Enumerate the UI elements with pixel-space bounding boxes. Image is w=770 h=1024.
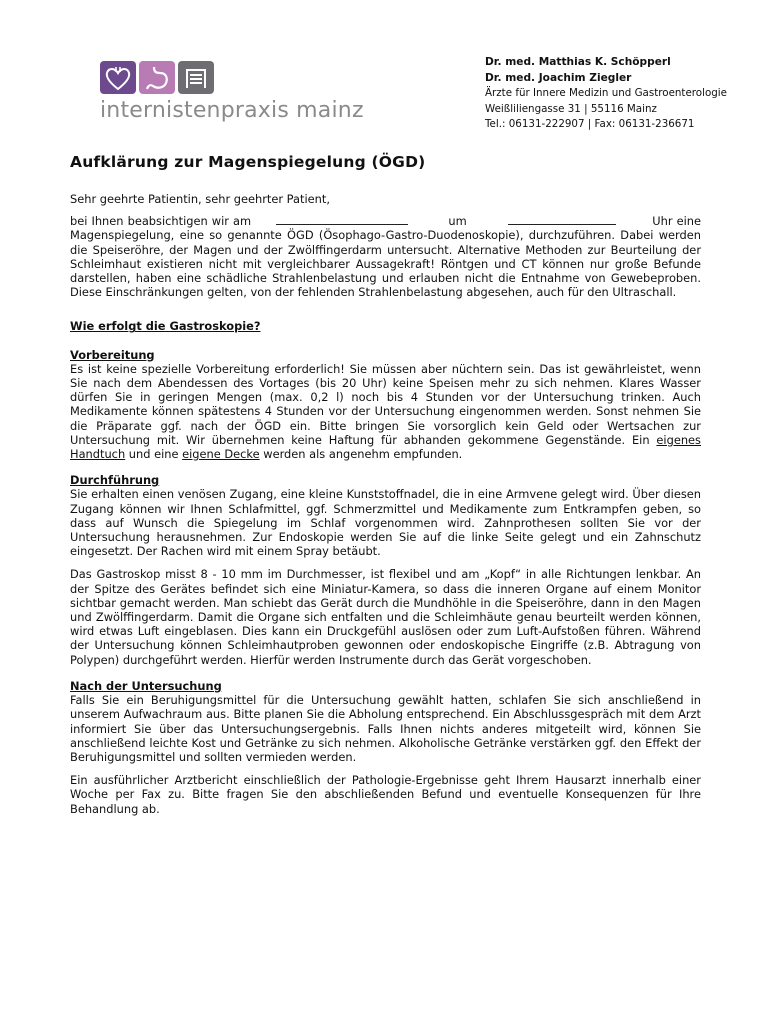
contact-numbers: Tel.: 06131-222907 | Fax: 06131-236671 xyxy=(485,118,695,130)
main-heading: Wie erfolgt die Gastroskopie? xyxy=(70,319,261,334)
specialty: Ärzte für Innere Medizin und Gastroenterologie xyxy=(485,87,727,99)
document-body xyxy=(70,152,701,816)
blanket-link: eigene Decke xyxy=(182,447,260,462)
exec-paragraph-1: Sie erhalten einen venösen Zugang, eine kleine Kunststoffnadel, die in eine Armvene gelegt wird. Über diesen Zugang können wir Ihnen Schlafmittel, ggf. Schmerzmittel und Medikamente zum Entkrampfen geben, so dass auf Wunsch die Spiegelung im Schlaf vorgenommen wird. Zahnprothesen sollten Sie vor der Untersuchung herausnehmen. Zur Endoskopie werden Sie auf die linke Seite gelegt und ein Zahnschutz eingesetzt. Der Rachen wird mit einem Spray betäubt. xyxy=(70,487,701,559)
address-block xyxy=(485,55,727,133)
towel-link: eigenes Handtuch xyxy=(70,432,701,462)
prep-text-a: Es ist keine spezielle Vorbereitung erforderlich! Sie müssen aber nüchtern sein. Das ist gewährleistet, wenn Sie nach dem Abendessen des Vortages (bis 20 Uhr) keine Speisen mehr zu sich nehmen. Klares Wasser dürfen Sie in geringen Mengen (max. 0,2 l) noch bis 4 Stunden vor der Untersuchung trinken. Auch Medikamente können spätestens 4 Stunden vor der Untersuchung eingenommen werden. Sonst nehmen Sie die Präparate ggf. nach der ÖGD ein. Bitte bringen Sie vorsorglich kein Geld oder Wertsachen zur Untersuchung mit. Wir übernehmen keine Haftung für abhanden gekommene Gegenstände. Ein xyxy=(70,361,701,447)
heart-icon xyxy=(100,61,136,94)
after-paragraph-1: Falls Sie ein Beruhigungsmittel für die Untersuchung gewählt hatten, schlafen Sie sich anschließend in unserem Aufwachraum aus. Bitte planen Sie die Abholung entsprechend. Ein Abschlussgespräch mit dem Arzt informiert Sie über das Untersuchungsergebnis. Falls Ihnen nichts anderes mitgeteilt wird, können Sie anschließend leichte Kost und Getränke zu sich nehmen. Alkoholische Getränke verstärken ggf. den Effekt der Beruhigungsmittel und sollten vermieden werden. xyxy=(70,693,701,764)
intestine-icon xyxy=(178,61,214,94)
logo-icons xyxy=(100,61,364,94)
document-title: Aufklärung zur Magenspiegelung (ÖGD) xyxy=(70,153,426,171)
time-blank-field[interactable] xyxy=(508,214,616,225)
practice-logo xyxy=(100,61,364,124)
doctor-name-1: Dr. med. Matthias K. Schöpperl xyxy=(485,56,671,68)
exec-paragraph-2: Das Gastroskop misst 8 - 10 mm im Durchmesser, ist flexibel und am „Kopf“ in alle Richtungen lenkbar. An der Spitze des Gerätes befindet sich eine Miniatur-Kamera, so dass die inneren Organe auf einem Monitor sichtbar gemacht werden. Man schiebt das Gerät durch die Mundhöhle in die Speiseröhre, dann in den Magen und Zwölffingerdarm. Damit die Organe sich entfalten und die Schleimhäute genau beurteilt werden können, wird etwas Luft eingeblasen. Dies kann ein Druckgefühl auslösen oder zum Luft-Aufstoßen führen. Während der Untersuchung können Schleimhautproben gewonnen oder endoskopische Eingriffe (z.B. Abtragung von Polypen) durchgeführt werden. Hierfür werden Instrumente durch das Gerät vorgeschoben. xyxy=(70,567,701,667)
prep-text-c: werden als angenehm empfunden. xyxy=(263,447,463,462)
intro-text-a: bei Ihnen beabsichtigen wir am xyxy=(70,214,252,229)
intro-um: um xyxy=(448,214,467,229)
after-paragraph-2: Ein ausführlicher Arztbericht einschließlich der Pathologie-Ergebnisse geht Ihrem Hausarzt innerhalb einer Woche per Fax zu. Bitte fragen Sie den abschließenden Befund und eventuelle Konsequenzen für Ihre Behandlung ab. xyxy=(70,773,701,816)
date-blank-field[interactable] xyxy=(276,214,408,225)
prep-heading: Vorbereitung xyxy=(70,347,155,362)
intro-text-b: Uhr eine Magenspiegelung, eine so genannte ÖGD (Ösophago-Gastro-Duodenoskopie), durchzuführen. Dabei werden die Speiseröhre, der Magen und der Zwölffingerdarm untersucht. Alternative Methoden zur Beurteilung der Schleimhaut existieren nicht mit vergleichbarer Aussagekraft! Röntgen und CT können nur große Befunde darstellen, haben eine schädliche Strahlenbelastung und erlauben nicht die Entnahme von Gewebeproben. Diese Einschränkungen gelten, von der fehlenden Strahlenbelastung abgesehen, auch für den Ultraschall. xyxy=(70,214,701,300)
stomach-icon xyxy=(139,61,175,94)
prep-paragraph xyxy=(70,362,701,461)
logo-text: internistenpraxis mainz xyxy=(100,98,364,123)
doctor-name-2: Dr. med. Joachim Ziegler xyxy=(485,71,632,84)
salutation: Sehr geehrte Patientin, sehr geehrter Patient, xyxy=(70,192,330,206)
prep-text-b: und eine xyxy=(128,447,179,462)
after-heading: Nach der Untersuchung xyxy=(70,678,222,693)
intro-paragraph xyxy=(70,214,701,299)
street-address: Weißliliengasse 31 | 55116 Mainz xyxy=(485,102,657,115)
exec-heading: Durchführung xyxy=(70,473,160,488)
